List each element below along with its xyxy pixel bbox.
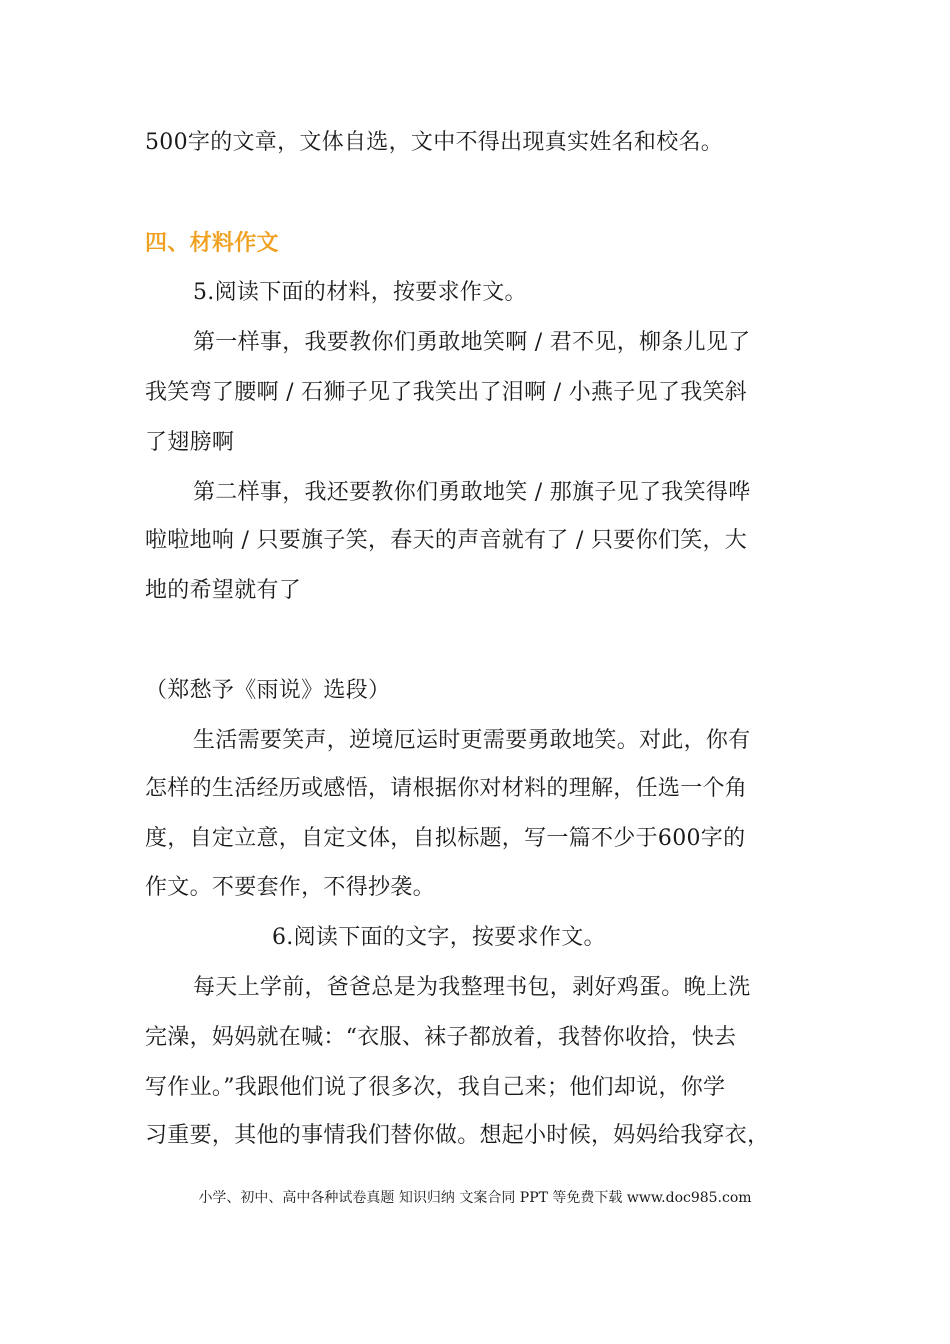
poem-line: 啦啦地响 / 只要旗子笑，春天的声音就有了 / 只要你们笑，大	[145, 528, 748, 553]
q6-text-line: 习重要，其他的事情我们替你做。想起小时候，妈妈给我穿衣，	[145, 1123, 770, 1148]
poem-line: 地的希望就有了	[145, 578, 302, 603]
task-line: 度，自定立意，自定文体，自拟标题，写一篇不少于600字的	[145, 826, 746, 851]
section-heading: 四、材料作文	[145, 230, 279, 256]
task-line: 生活需要笑声，逆境厄运时更需要勇敢地笑。对此，你有	[193, 728, 751, 753]
poem-line: 我笑弯了腰啊 / 石狮子见了我笑出了泪啊 / 小燕子见了我笑斜	[145, 380, 748, 405]
q6-text-line: 每天上学前，爸爸总是为我整理书包，剥好鸡蛋。晚上洗	[193, 975, 751, 1000]
q6-prompt: 6.阅读下面的文字，按要求作文。	[272, 925, 606, 950]
source-citation: （郑愁予《雨说》选段）	[145, 678, 391, 703]
poem-line: 第一样事，我要教你们勇敢地笑啊 / 君不见，柳条儿见了	[193, 330, 751, 355]
poem-line: 了翅膀啊	[145, 430, 235, 455]
page-footer: 小学、初中、高中各种试卷真题 知识归纳 文案合同 PPT 等免费下载 www.doc985.com	[198, 1190, 752, 1206]
task-line: 作文。不要套作，不得抄袭。	[145, 875, 435, 900]
intro-line: 500字的文章，文体自选，文中不得出现真实姓名和校名。	[145, 130, 724, 155]
q6-text-line: 完澡，妈妈就在喊：“衣服、袜子都放着，我替你收拾，快去	[145, 1025, 737, 1050]
q6-text-line: 写作业。”我跟他们说了很多次，我自己来；他们却说，你学	[145, 1075, 726, 1100]
task-line: 怎样的生活经历或感悟，请根据你对材料的理解，任选一个角	[145, 776, 748, 801]
q5-prompt: 5.阅读下面的材料，按要求作文。	[193, 280, 527, 305]
poem-line: 第二样事，我还要教你们勇敢地笑 / 那旗子见了我笑得哗	[193, 480, 751, 505]
